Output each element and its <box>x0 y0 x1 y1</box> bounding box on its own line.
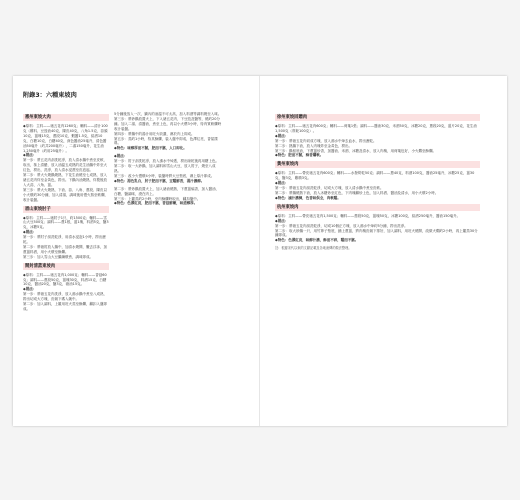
recipe-line: 第二步：取一大砂鍋，加入調料和雪山大豆，放入肘子，燒至八成熟。 <box>114 164 216 173</box>
recipe-line: 第一步：將豬五花肉刮洗乾淨，切成10個正方塊，放入沸水中焯約5分鐘，撈出洗淨。 <box>275 223 408 228</box>
recipe-line: ◆原料：主料——豬五花肉1260克；輔料——清汁100克（雞料、豆豉油40克，陳皮40克，八角1.5克，蒜頭10克，薑塊15克，蔥段10克，蝦醬1.5克，紹酒10克，白糖10克，白糖40克，深色醬油25毫升，清色醬油50毫升（約共200毫升），二湯150毫升，花生油1,250毫升（約用25毫升）。 <box>23 124 108 153</box>
recipe-block <box>275 246 480 251</box>
book-page <box>13 76 507 426</box>
recipe-block <box>275 124 480 158</box>
recipe-line: ◆原料：主料——豬五花肉1,000克；輔料——香菇60克；調料——蔥段50克，薑塊30克，料酒15克，白糖10克，醬油20克，鹽3克，豬油15克。 <box>23 272 107 287</box>
recipe-block <box>275 171 480 200</box>
recipe-line: ◆原料：主料——豬五花肉600克；輔料——荷葉1張；調料——醬油30克，米酒50克，冰糖20克，蔥段20克，薑片20克，花生油1,500克（實耗100克）。 <box>275 124 477 133</box>
recipe-line: ◆特色：湯色乳白，肘子肥而不膩，豆糯鮮香，湯汁濃醇。 <box>114 178 205 183</box>
book-spine <box>259 76 260 426</box>
recipe-line: 第三步：鍋留底油，下蔥薑炒香，加醬油、米酒、冰糖及清水，放入肉塊，用荷葉包好，小火燜至酥爛。 <box>275 148 436 153</box>
recipe-line: 第一步：將豬五花肉刮洗乾淨，切成大方塊，放入清水鍋中煮至皮軟。 <box>275 186 384 191</box>
section-heading: 黃州東坡肉 <box>275 161 480 168</box>
recipe-line: 第二步：加入調料，上籠用旺火蒸至酥爛，翻扣入盤即成。 <box>23 302 107 311</box>
recipe-line: ◆製法： <box>23 287 37 292</box>
recipe-line: ◆原料：主料——帶皮豬五花肉1,500克；輔料——蔥段50克，薑塊50克，冰糖100克，紹酒250毫升，醬油150毫升。 <box>275 213 461 218</box>
recipe-line: 註：根據宋代以來的文獻記載及各地流傳的做法整理。 <box>275 246 352 251</box>
recipe-block <box>114 112 222 151</box>
recipe-line: ◆特色：味醇厚而不膩，肥而不膩，入口即化。 <box>114 146 187 151</box>
recipe-line: 第二步：將豬肘放入鍋中，加清水燒開，撇去浮沫，加蔥薑料酒，用小火燉至酥爛。 <box>23 244 107 254</box>
recipe-line: 第三步：上籠蒸約2小時，至肉酥爛時取出，翻扣盤中。 <box>114 196 201 201</box>
column-right <box>275 112 480 254</box>
recipe-line: 第二步：取大砂鍋一只，用竹箅子墊底，鋪上蔥薑，將肉塊皮朝下排好，加入調料，用旺火燒開，改微火燜約2小時，再上籠蒸30分鐘即成。 <box>275 228 478 238</box>
recipe-line: 第一步：將豬五花肉切成方塊，放入沸水中焯去血水，撈出瀝乾。 <box>275 138 377 143</box>
recipe-line: ◆製法： <box>114 154 128 159</box>
section-heading: 開封清蒸東坡肉 <box>23 263 109 270</box>
recipe-line: 第五步：蒸約1小時，待其酥爛，裝入盤中即成，色澤紅亮，香氣撲鼻。 <box>114 136 218 146</box>
section-heading: 眉山東坡肘子 <box>23 206 109 213</box>
recipe-line: ◆製法： <box>275 218 289 223</box>
column-left <box>23 112 109 315</box>
recipe-line: ◆特色：色澤紅亮，味醇汁濃，酥而不碎，糯而不膩。 <box>275 238 359 243</box>
recipe-line: ◆特色：肥而不膩，酥香爛軟。 <box>275 153 324 158</box>
recipe-line: 第一步：肘子刮洗乾淨，放入沸水中焯透，撈出晾乾後再用糖上色。 <box>114 159 219 164</box>
recipe-line: 第三步：加入雪山大豆繼續燉煮，調味即成。 <box>23 254 93 259</box>
section-heading: 徐州東坡回贈肉 <box>275 114 480 121</box>
recipe-line: 5分鐘後放入一次，鍋內的油溫不可太高，加入料酒等調料燒至入味。 <box>114 112 222 116</box>
recipe-block <box>23 216 109 260</box>
recipe-line: 第四步：將鍋中的湯汁用旺火收濃，淋於肉上即成。 <box>114 131 195 136</box>
recipe-line: 第二步：熱鍋下油，放入肉塊炸至金黃色，撈出。 <box>275 143 352 148</box>
recipe-line: ◆特色：色澤紅亮，肥而不膩，香菇鮮嫩，味道醇厚。 <box>114 201 198 206</box>
recipe-line: 第二步：將鍋燒熱下油，放入冰糖炒至紅色，下肉塊翻炒上色，加入料酒、醬油及清水，用小火燉2小時。 <box>275 190 439 195</box>
recipe-line: 第三步：將砂鍋放置火上，下入豬五花肉，下豆豉及鹽等，燒約20分鐘。加入二湯、清醬油，煮至上色，再以小火煨3小時，待肉質軟爛時收汁裝盤。 <box>114 116 222 131</box>
recipe-block <box>114 187 222 207</box>
section-heading: 杭州東坡肉 <box>275 204 480 211</box>
recipe-line: ◆製法： <box>23 230 37 235</box>
recipe-line: 第二步：將大火燒鍋燒熱，下花生油燒至七成熱，放入豬五花肉炸至金黃色，撈出。下鍋內油燒熱，炸製後放入大蒜、八角、薑。 <box>23 173 107 187</box>
column-middle <box>114 112 222 209</box>
recipe-line: ◆特色：滷汁濃稠，色香味俱全，肉軟糯。 <box>275 195 341 200</box>
recipe-block <box>275 214 480 243</box>
recipe-line: ◆原料：主料——帶皮豬五花肉600克；輔料——水發筍乾50克；調料——蔥40克，料酒100克，醬油25毫升，冰糖25克，薑30克，鹽3克，雞精3克。 <box>275 171 475 181</box>
recipe-line: 第一步：將豬五花肉洗淨，放入沸水鍋中煮至八成熟，撈出切成大方塊，皮朝下碼入碗中。 <box>23 292 107 302</box>
recipe-line: 第三步：改小火慢燉4小時，裝盤時將大豆墊底，淋上原汁即成。 <box>114 173 215 178</box>
section-heading: 惠州東坡大肉 <box>23 114 109 121</box>
recipe-line: 第二步：將炒鍋放置火上，加入豬油燒熱，下蔥薑煸香，加入醬油、白糖、鹽調味，澆在肉上。 <box>114 186 219 196</box>
recipe-line: 第一步：將五花肉刮洗乾淨，放入清水鍋中煮至皮軟，取出，抹上清醋，放入油溫五成熱的花生油鍋中炸至大紅色，撈出，洗淨，放入清水浸漂至皮泡起。 <box>23 158 107 173</box>
recipe-line: ◆製法： <box>275 181 289 186</box>
recipe-block <box>23 124 109 203</box>
recipe-line: 第一步：將肘子刮洗乾淨，用清水浸泡1小時，撈出瀝乾。 <box>23 235 106 245</box>
recipe-block <box>114 154 222 183</box>
recipe-block <box>23 273 109 312</box>
recipe-line: ◆製法： <box>275 133 289 138</box>
page-title: 附錄3：六種東坡肉 <box>23 92 77 99</box>
recipe-line: 第三步：將大火燒熱，下油、蒜、八角、蔥段、陳皮以小火燉約30分鐘，加入清湯，調味後用慢火熬至軟爛，收汁裝盤。 <box>23 187 108 202</box>
recipe-line: ◆原料：主料——豬肘子1只，約1500克；輔料——雪山大豆500克；調料——蔥1根，薑1塊，料酒5克，鹽3克，冰糖5克。 <box>23 215 109 230</box>
recipe-line: ◆製法： <box>23 153 37 158</box>
